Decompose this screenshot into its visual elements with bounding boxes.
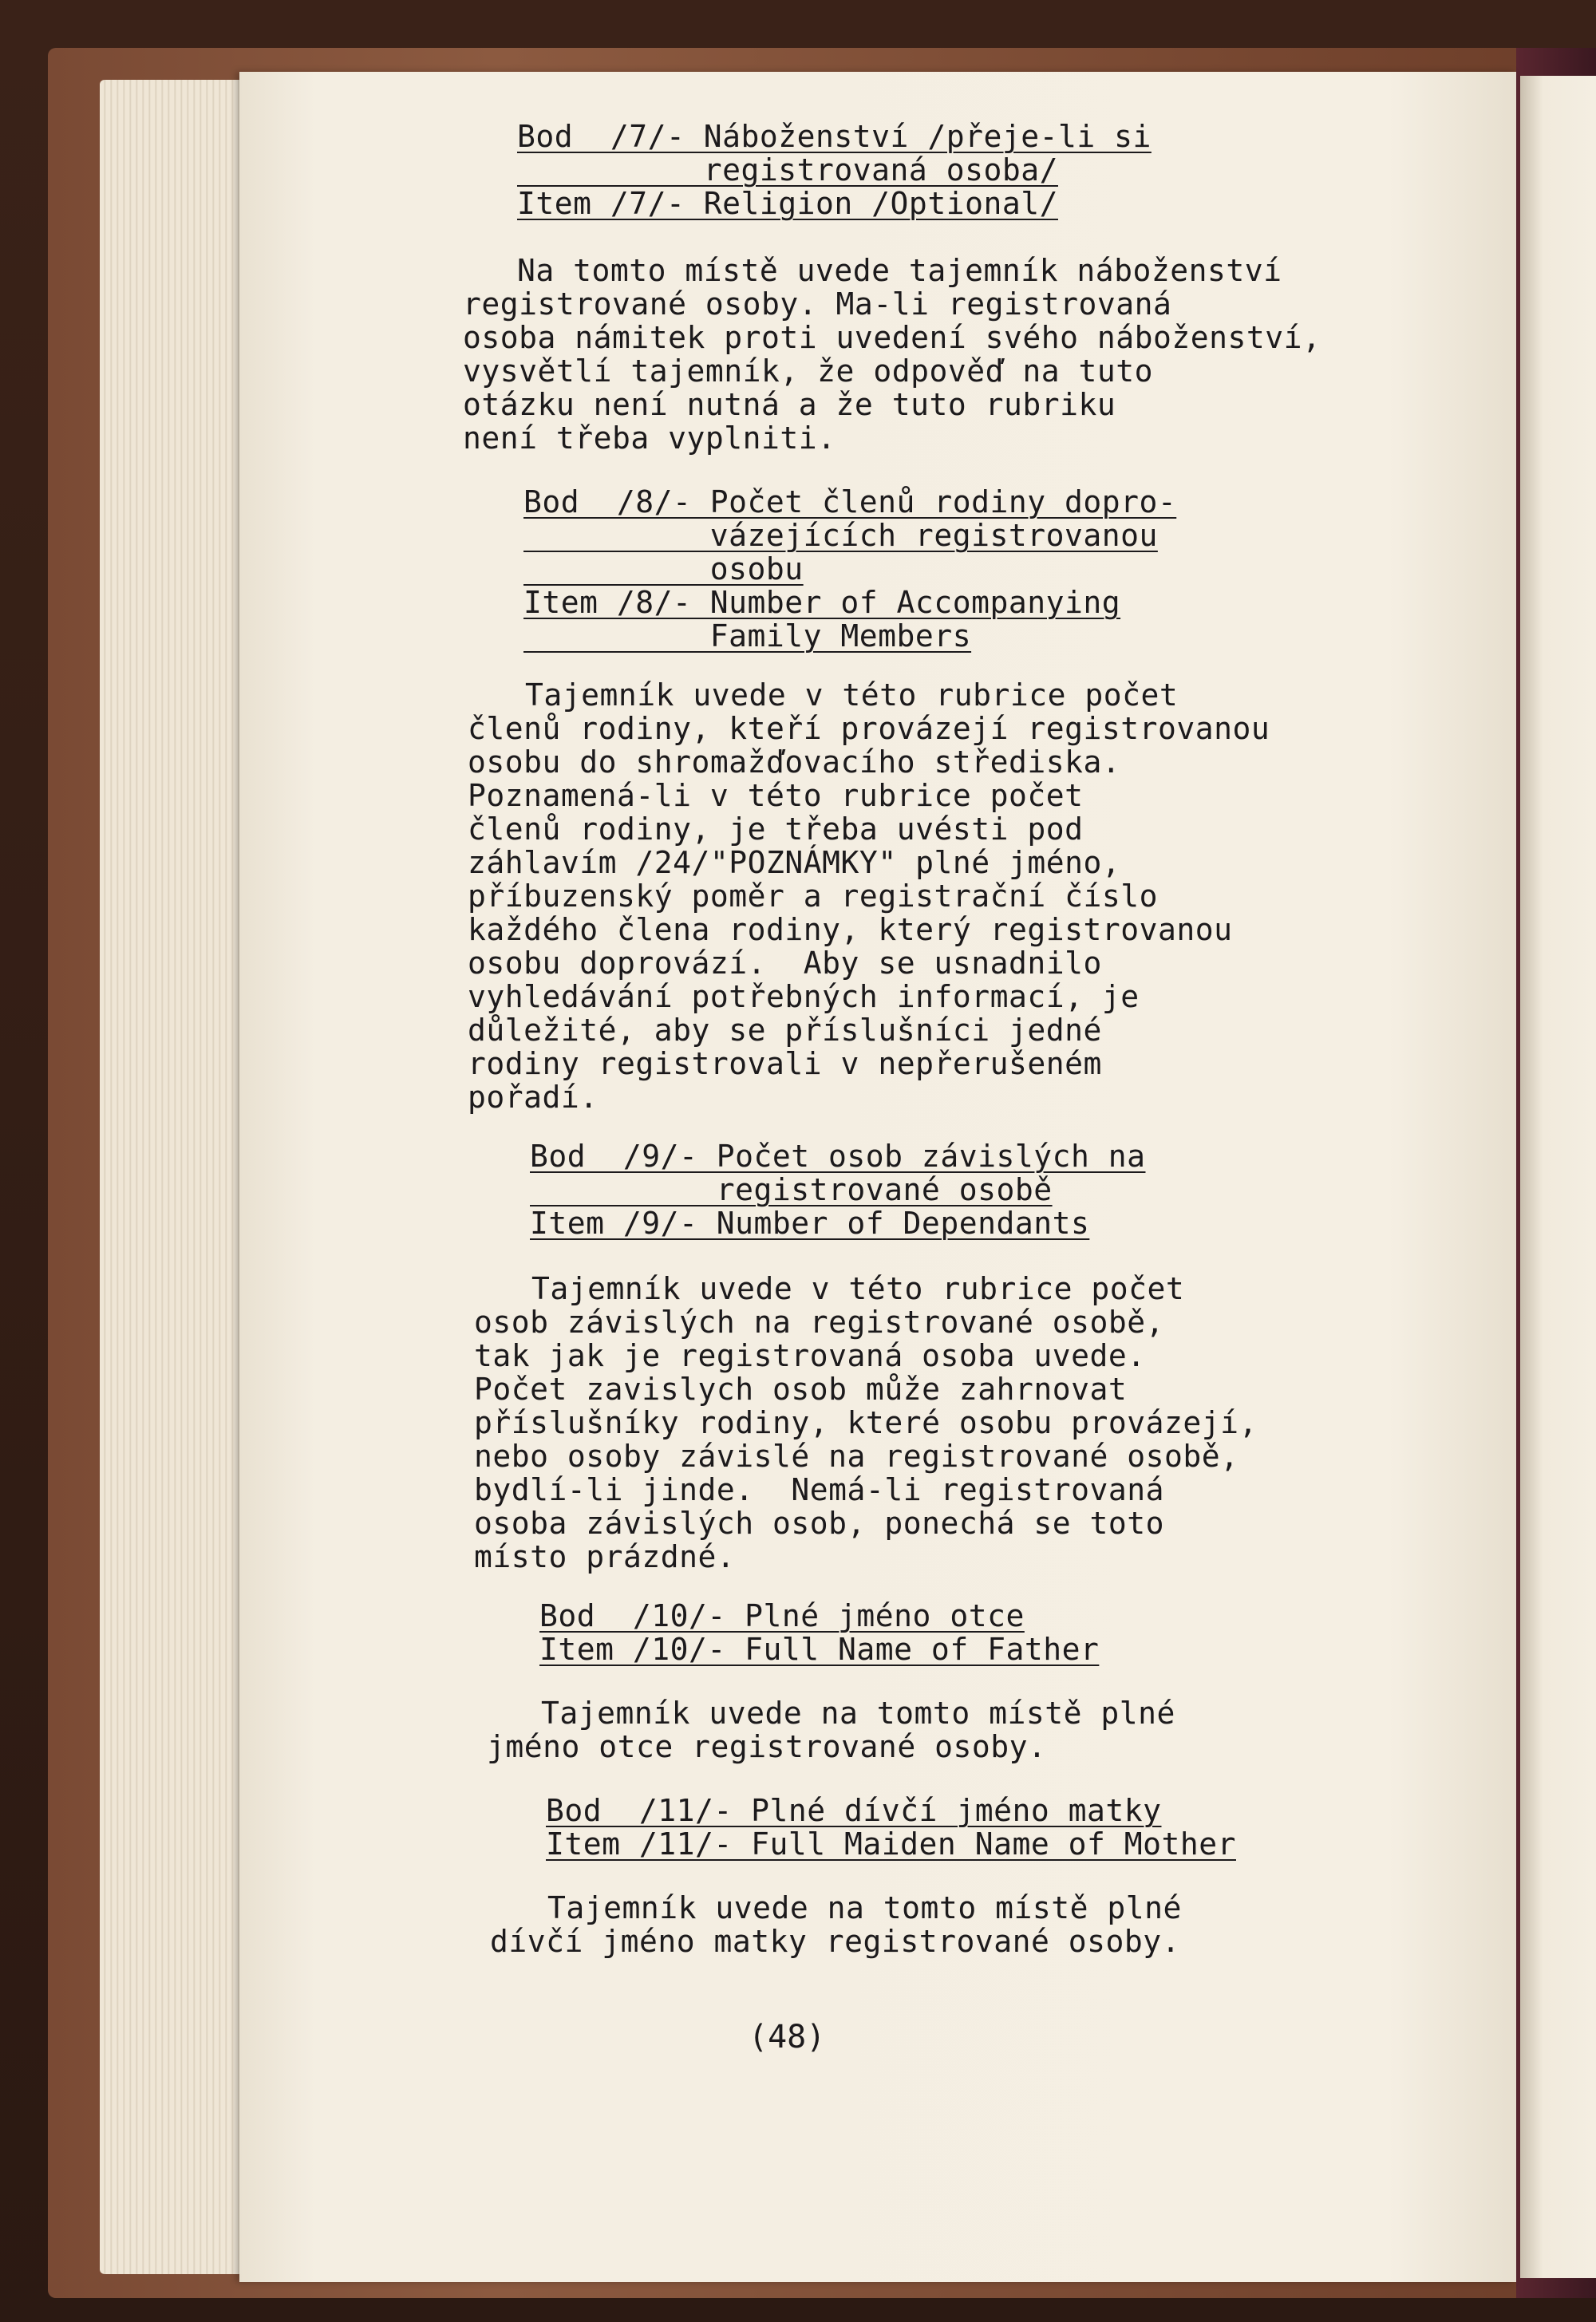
section-7-body-line-2: registrované osoby. Ma-li registrovaná	[463, 286, 1172, 322]
section-7-body-line-6: není třeba vyplniti.	[463, 421, 836, 456]
section-8-heading-line-3: osobu	[523, 551, 804, 586]
section-7-heading-line-1: Bod /7/- Náboženství /přeje-li si	[517, 119, 1152, 154]
section-7-heading-line-3: Item /7/- Religion /Optional/	[517, 186, 1058, 221]
section-8-body-line-6: záhlavím /24/"POZNÁMKY" plné jméno,	[468, 845, 1121, 880]
section-9-heading-line-2: registrované osobě	[530, 1172, 1053, 1207]
section-8-body-line-11: důležité, aby se příslušníci jedné	[468, 1013, 1102, 1048]
section-10-heading-line-2: Item /10/- Full Name of Father	[539, 1632, 1100, 1667]
section-11-heading-line-2: Item /11/- Full Maiden Name of Mother	[546, 1826, 1236, 1862]
section-8-body-line-3: osobu do shromažďovacího střediska.	[468, 744, 1121, 780]
section-11-heading-line-1: Bod /11/- Plné dívčí jméno matky	[546, 1793, 1162, 1828]
section-8-body-line-9: osobu doprovází. Aby se usnadnilo	[468, 946, 1102, 981]
section-7-body-line-4: vysvětlí tajemník, že odpověď na tuto	[463, 353, 1153, 389]
section-10-heading-line-1: Bod /10/- Plné jméno otce	[539, 1598, 1025, 1633]
section-11-body-line-2: dívčí jméno matky registrované osoby.	[490, 1924, 1180, 1959]
page-number: (48)	[749, 2019, 826, 2055]
section-9-heading-line-1: Bod /9/- Počet osob závislých na	[530, 1139, 1146, 1174]
section-9-body-line-5: příslušníky rodiny, které osobu provázejí,	[474, 1405, 1258, 1440]
section-9-body-line-7: bydlí-li jinde. Nemá-li registrovaná	[474, 1472, 1164, 1507]
section-8-body-line-13: pořadí.	[468, 1080, 598, 1115]
section-8-body-line-5: členů rodiny, je třeba uvésti pod	[468, 812, 1084, 847]
section-11-body-line-1: Tajemník uvede na tomto místě plné	[547, 1890, 1182, 1925]
section-7-heading-line-2: registrovaná osoba/	[517, 152, 1058, 188]
section-8-heading-line-5: Family Members	[523, 618, 972, 654]
section-8-body-line-4: Poznamená-li v této rubrice počet	[468, 778, 1084, 813]
section-10-body-line-2: jméno otce registrované osoby.	[487, 1729, 1047, 1764]
section-8-heading-line-1: Bod /8/- Počet členů rodiny dopro-	[523, 484, 1177, 519]
section-7-body-line-5: otázku není nutná a že tuto rubriku	[463, 387, 1116, 422]
section-9-body-line-6: nebo osoby závislé na registrované osobě,	[474, 1439, 1239, 1474]
section-8-body-line-8: každého člena rodiny, který registrovanou	[468, 912, 1233, 947]
section-8-body-line-10: vyhledávání potřebných informací, je	[468, 979, 1140, 1014]
section-8-body-line-1: Tajemník uvede v této rubrice počet	[525, 677, 1179, 713]
section-9-body-line-2: osob závislých na registrované osobě,	[474, 1305, 1164, 1340]
section-9-body-line-4: Počet zavislych osob může zahrnovat	[474, 1372, 1128, 1407]
section-7-body-line-3: osoba námitek proti uvedení svého náboženství,	[463, 320, 1321, 355]
section-7-body-line-1: Na tomto místě uvede tajemník náboženství	[517, 253, 1282, 288]
section-9-body-line-9: místo prázdné.	[474, 1539, 736, 1574]
section-8-body-line-7: příbuzenský poměr a registrační číslo	[468, 879, 1158, 914]
section-9-body-line-8: osoba závislých osob, ponechá se toto	[474, 1506, 1164, 1541]
section-8-heading-line-4: Item /8/- Number of Accompanying	[523, 585, 1121, 620]
section-9-body-line-1: Tajemník uvede v této rubrice počet	[531, 1271, 1185, 1306]
section-8-body-line-12: rodiny registrovali v nepřerušeném	[468, 1046, 1102, 1081]
section-9-body-line-3: tak jak je registrovaná osoba uvede.	[474, 1338, 1146, 1373]
page-stack-edges	[100, 80, 251, 2274]
section-10-body-line-1: Tajemník uvede na tomto místě plné	[541, 1696, 1175, 1731]
facing-page-edge	[1520, 76, 1596, 2278]
section-8-body-line-2: členů rodiny, kteří provázejí registrovanou	[468, 711, 1270, 746]
section-9-heading-line-3: Item /9/- Number of Dependants	[530, 1206, 1090, 1241]
section-8-heading-line-2: vázejících registrovanou	[523, 518, 1158, 553]
